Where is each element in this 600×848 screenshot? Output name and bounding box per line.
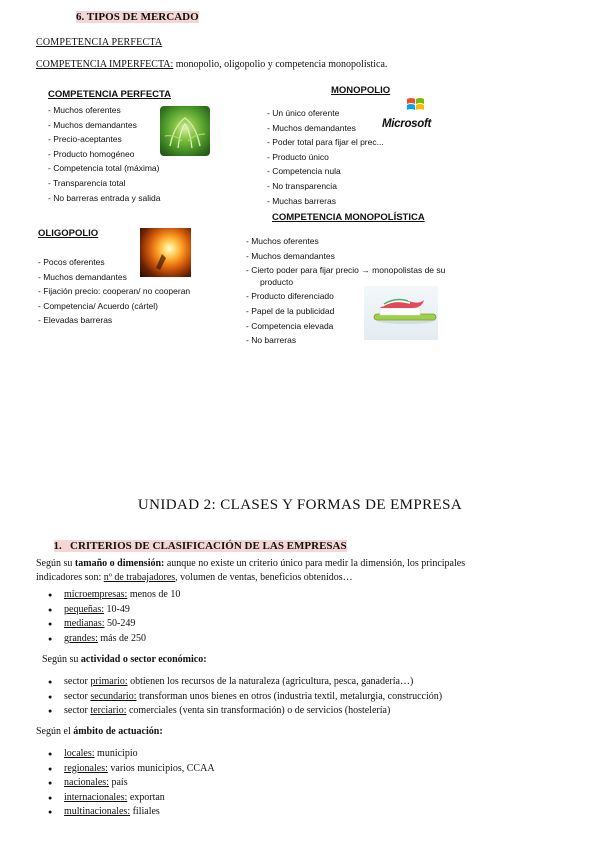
term-text: 10-49: [104, 603, 130, 615]
toothbrush-image: [364, 286, 438, 340]
list-item: [36, 617, 180, 632]
size-line2-prefix: indicadores son:: [36, 572, 104, 583]
list-item: - Muchos demandantes: [267, 122, 356, 133]
term: medianas:: [64, 618, 105, 629]
light-bulb-image: [140, 228, 191, 277]
unit-title: UNIDAD 2: CLASES Y FORMAS DE EMPRESA: [137, 497, 463, 513]
list-item: - Muchos oferentes: [246, 236, 319, 246]
term-text: filiales: [130, 806, 160, 817]
term-text: país: [108, 777, 128, 788]
activity-list: [36, 675, 442, 719]
section-title: [76, 11, 199, 23]
list-item: - Papel de la publicidad: [246, 305, 335, 316]
size-intro-bold: tamaño o dimensión:: [74, 558, 165, 569]
scope-intro-bold: ámbito de actuación:: [73, 726, 163, 737]
scope-intro-prefix: Según el: [36, 726, 74, 737]
list-item: - Competencia/ Acuerdo (cártel): [38, 300, 158, 311]
list-item: [36, 805, 215, 820]
imperfect-competition-line: [36, 59, 387, 70]
list-item: [36, 762, 215, 777]
list-item: - Poder total para fijar el prec...: [267, 137, 384, 148]
size-line2-text: , volumen de ventas, beneficios obtenidos…: [175, 572, 353, 583]
term: regionales:: [64, 762, 108, 774]
list-item: - No barreras entrada y salida: [48, 192, 161, 203]
list-item: [36, 791, 215, 806]
list-item: [36, 632, 180, 647]
term: nacionales:: [64, 777, 109, 788]
list-item: - Producto homogéneo: [48, 148, 135, 159]
perfect-competition-label: COMPETENCIA PERFECTA: [36, 37, 163, 48]
list-item: - Elevadas barreras: [38, 315, 113, 326]
imperfect-label: COMPETENCIA IMPERFECTA:: [36, 59, 174, 70]
scope-list: [36, 747, 215, 820]
term-text: más de 250: [97, 632, 146, 644]
list-item: - Muchos oferentes: [48, 105, 121, 115]
perfecta-list: [48, 103, 160, 205]
term-prefix: sector: [64, 690, 91, 702]
list-item: [36, 776, 215, 791]
term: secundario:: [90, 690, 137, 702]
criteria-heading-text: 1. CRITERIOS DE CLASIFICACIÓN DE LAS EMPRESAS: [53, 540, 347, 552]
list-item: - No barreras: [246, 335, 297, 346]
size-intro: [36, 557, 465, 585]
monopolio-list: [267, 106, 384, 208]
term: microempresas:: [64, 589, 128, 600]
list-item: [36, 747, 215, 762]
list-item: - Pocos oferentes: [38, 257, 105, 267]
lettuce-image: [160, 106, 210, 156]
perfecta-heading: COMPETENCIA PERFECTA: [48, 89, 171, 100]
term: internacionales:: [64, 791, 128, 803]
microsoft-logo-text: Microsoft: [382, 118, 432, 130]
term: grandes:: [64, 632, 98, 644]
scope-intro: [36, 726, 163, 737]
term-text: transforman unos bienes en otros (industria textil, metalurgia, construcción): [136, 690, 443, 702]
term-text: menos de 10: [127, 589, 181, 600]
list-item: - Producto único: [267, 151, 329, 162]
list-item: - Un único oferente: [267, 108, 340, 118]
term: pequeñas:: [64, 603, 104, 615]
oligopolio-heading: OLIGOPOLIO: [38, 228, 99, 239]
list-item: [36, 588, 180, 603]
list-item: - Muchas barreras: [267, 195, 336, 206]
term-text: varios municipios, CCAA: [107, 762, 215, 774]
term-prefix: sector: [64, 705, 91, 716]
term: terciario:: [90, 705, 127, 716]
list-item: - Producto diferenciado: [246, 291, 334, 302]
microsoft-logo: [380, 96, 432, 136]
activity-intro-bold: actividad o sector económico:: [80, 654, 207, 665]
section-title-text: 6. TIPOS DE MERCADO: [76, 11, 199, 23]
monopolistica-heading: COMPETENCIA MONOPOLÍSTICA: [272, 212, 425, 223]
term-text: exportan: [127, 791, 165, 803]
list-item: [36, 603, 180, 618]
list-item: - No transparencia: [267, 180, 337, 191]
list-item: - Muchos demandantes: [38, 271, 127, 282]
list-item: [36, 690, 442, 705]
list-item: - Competencia nula: [267, 166, 341, 177]
term: locales:: [64, 748, 95, 759]
list-item: - Muchos demandantes: [246, 250, 335, 261]
term-text: 50-249: [104, 618, 136, 629]
term: primario:: [90, 676, 128, 687]
list-item: - Transparencia total: [48, 177, 126, 188]
windows-flag-icon: [406, 96, 426, 114]
term-prefix: sector: [64, 676, 91, 687]
activity-intro-prefix: Según su: [42, 654, 81, 665]
size-intro-prefix: Según su: [36, 558, 75, 569]
term: multinacionales:: [64, 806, 131, 817]
list-item: - Competencia elevada: [246, 320, 334, 331]
criteria-heading: [48, 528, 347, 552]
size-intro-text: aunque no existe un criterio único para medir la dimensión, los principales: [164, 558, 466, 569]
list-item: producto: [260, 276, 294, 287]
list-item: - Muchos demandantes: [48, 119, 137, 130]
list-item: [36, 704, 442, 719]
term-text: municipio: [94, 748, 138, 759]
monopolio-heading: MONOPOLIO: [331, 85, 391, 96]
list-item: - Competencia total (máxima): [48, 163, 160, 174]
activity-intro: [42, 654, 207, 665]
list-item: - Precio-aceptantes: [48, 134, 122, 145]
imperfect-text: monopolio, oligopolio y competencia monopolística.: [173, 59, 388, 70]
term-text: comerciales (venta sin transformación) o de servicios (hostelería): [126, 705, 391, 716]
size-line2-underlined: nº de trabajadores: [103, 572, 176, 583]
term-text: obtienen los recursos de la naturaleza (agricultura, pesca, ganadería…): [127, 676, 414, 687]
size-list: [36, 588, 180, 646]
list-item: [36, 675, 442, 690]
list-item: - Cierto poder para fijar precio → monopolistas de su: [246, 265, 446, 276]
list-item: - Fijación precio: cooperan/ no cooperan: [38, 286, 191, 297]
